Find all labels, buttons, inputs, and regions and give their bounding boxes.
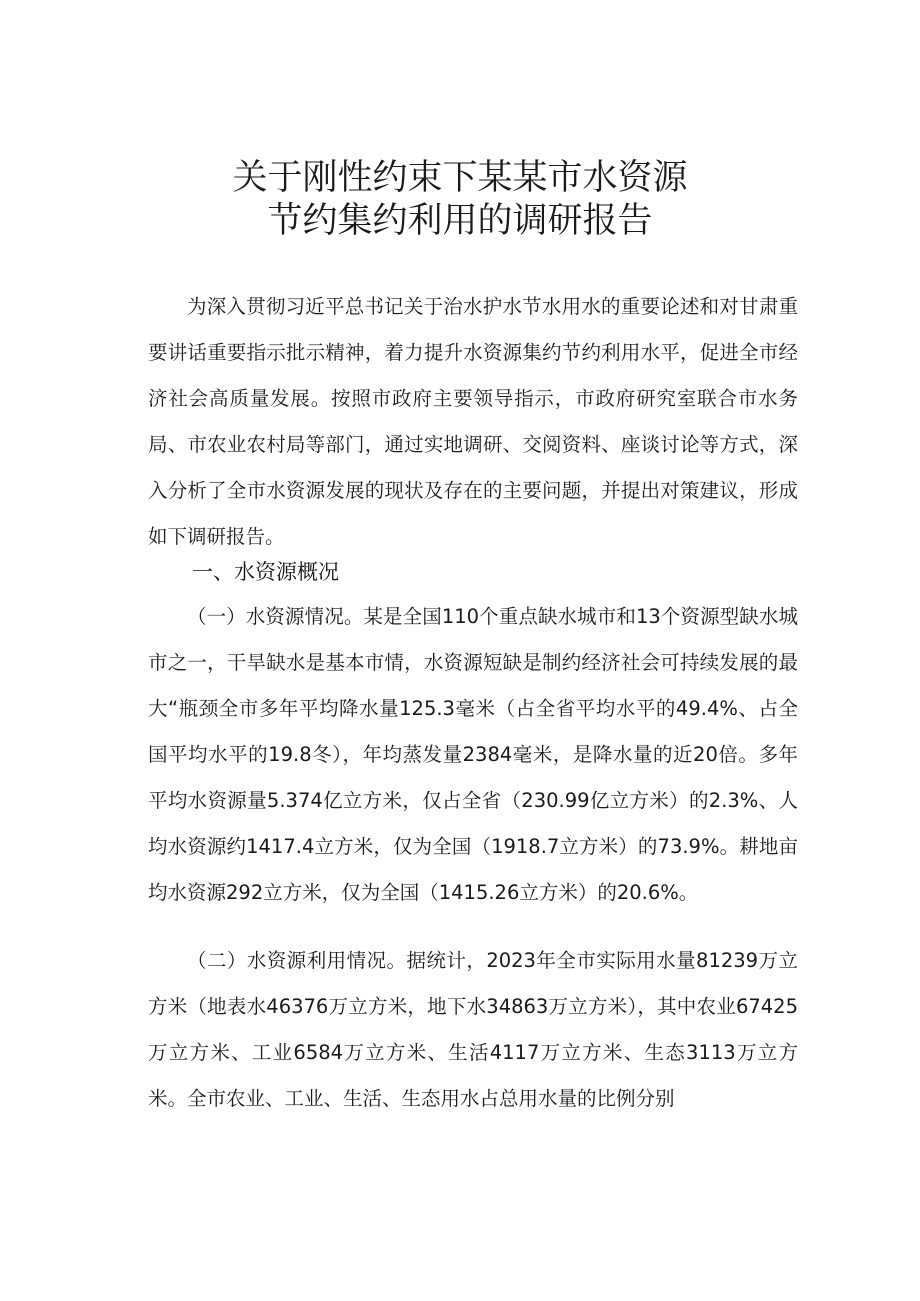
document-title-line-1: 关于刚性约束下某某市水资源 (232, 158, 688, 198)
paragraph-water-resources-situation: （一）水资源情况。某是全国110个重点缺水城市和13个资源型缺水城市之一，干旱缺水是基本市情，水资源短缺是制约经济社会可持续发展的最大“瓶颈全市多年平均降水量125.3毫米（占全省平均水平的49.4%、占全国平均水平的19.8冬），年均蒸发量2384毫米，是降水量的近20倍。多年平均水资源量5.374亿立方米，仅占全省（230.99亿立方米）的2.3%、人均水资源约1417.4立方米，仅为全国（1918.7立方米）的73.9%。耕地亩均水资源292立方米，仅为全国（1415.26立方米）的20.6%。 (148, 605, 798, 904)
intro-paragraph: 为深入贯彻习近平总书记关于治水护水节水用水的重要论述和对甘肃重要讲话重要指示批示精神，着力提升水资源集约节约利用水平，促进全市经济社会高质量发展。按照市政府主要领导指示，市政府研究室联合市水务局、市农业农村局等部门，通过实地调研、交阅资料、座谈讨论等方式，深入分析了全市水资源发展的现状及存在的主要问题，并提出对策建议，形成如下调研报告。 (148, 295, 798, 548)
document-title-line-2: 节约集约利用的调研报告 (267, 201, 653, 241)
paragraph-water-resources-utilization: （二）水资源利用情况。据统计，2023年全市实际用水量81239万立方米（地表水46376万立方米，地下水34863万立方米），其中农业67425万立方米、工业6584万立方米、生活4117万立方米、生态3113万立方米。全市农业、工业、生活、生态用水占总用水量的比例分别 (148, 949, 798, 1110)
section-heading-water-resources-overview: 一、水资源概况 (192, 560, 339, 584)
